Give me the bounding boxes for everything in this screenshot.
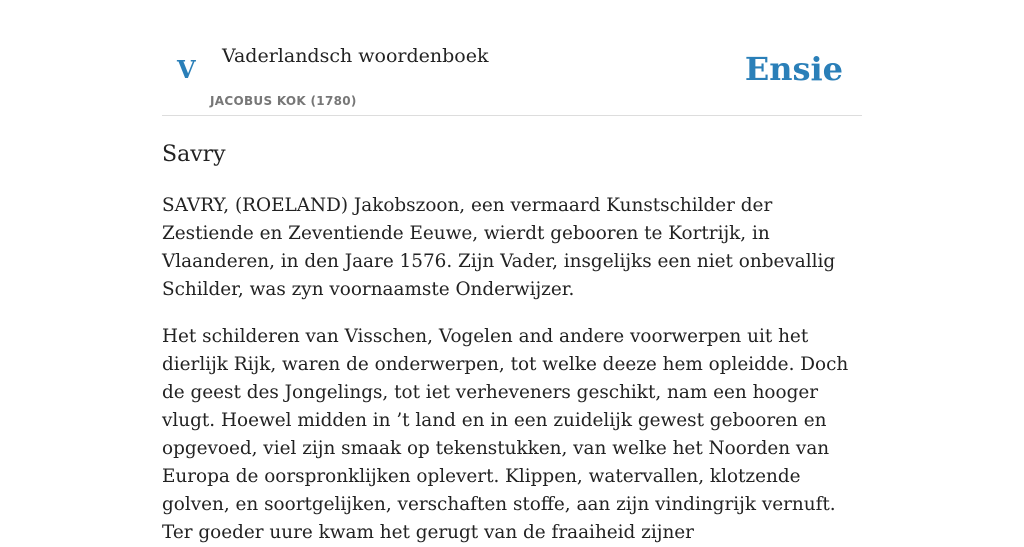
letter-index-link[interactable]: V xyxy=(177,55,196,84)
ensie-logo-link[interactable]: Ensie xyxy=(744,50,843,88)
entry-paragraph: SAVRY, (ROELAND) Jakobszoon, een vermaard Kunstschilder der Zestiende en Zeventiende Eeuwe, wierdt gebooren te Kortrijk, in Vlaanderen, in den Jaare 1576. Zijn Vader, insgelijks een niet onbevallig Schilder, was zyn voornaamste Onderwijzer. xyxy=(162,195,836,300)
page xyxy=(162,0,862,547)
book-title-link[interactable]: Vaderlandsch woordenboek xyxy=(222,45,489,67)
entry-paragraph: Het schilderen van Visschen, Vogelen and andere voorwerpen uit het dierlijk Rijk, waren de onderwerpen, tot welke deeze hem opleidde. Doch de geest des Jongelings, tot iet verheveners geschikt, nam een hooger vlugt. Hoewel midden in ’t land en in een zuidelijk gewest gebooren en opgevoed, viel zijn smaak op tekenstukken, van welke het Noorden van Europa de oorspronklijken oplevert. Klippen, watervallen, klotzende golven, en soortgelijken, verschaften stoffe, aan zijn vindingrijk vernuft. Ter goeder uure kwam het gerugt van de fraaiheid zijner xyxy=(162,326,849,543)
book-author-year: JACOBUS KOK (1780) xyxy=(210,94,357,108)
entry-body xyxy=(162,192,862,547)
entry-title: Savry xyxy=(162,142,226,167)
header xyxy=(162,0,862,116)
